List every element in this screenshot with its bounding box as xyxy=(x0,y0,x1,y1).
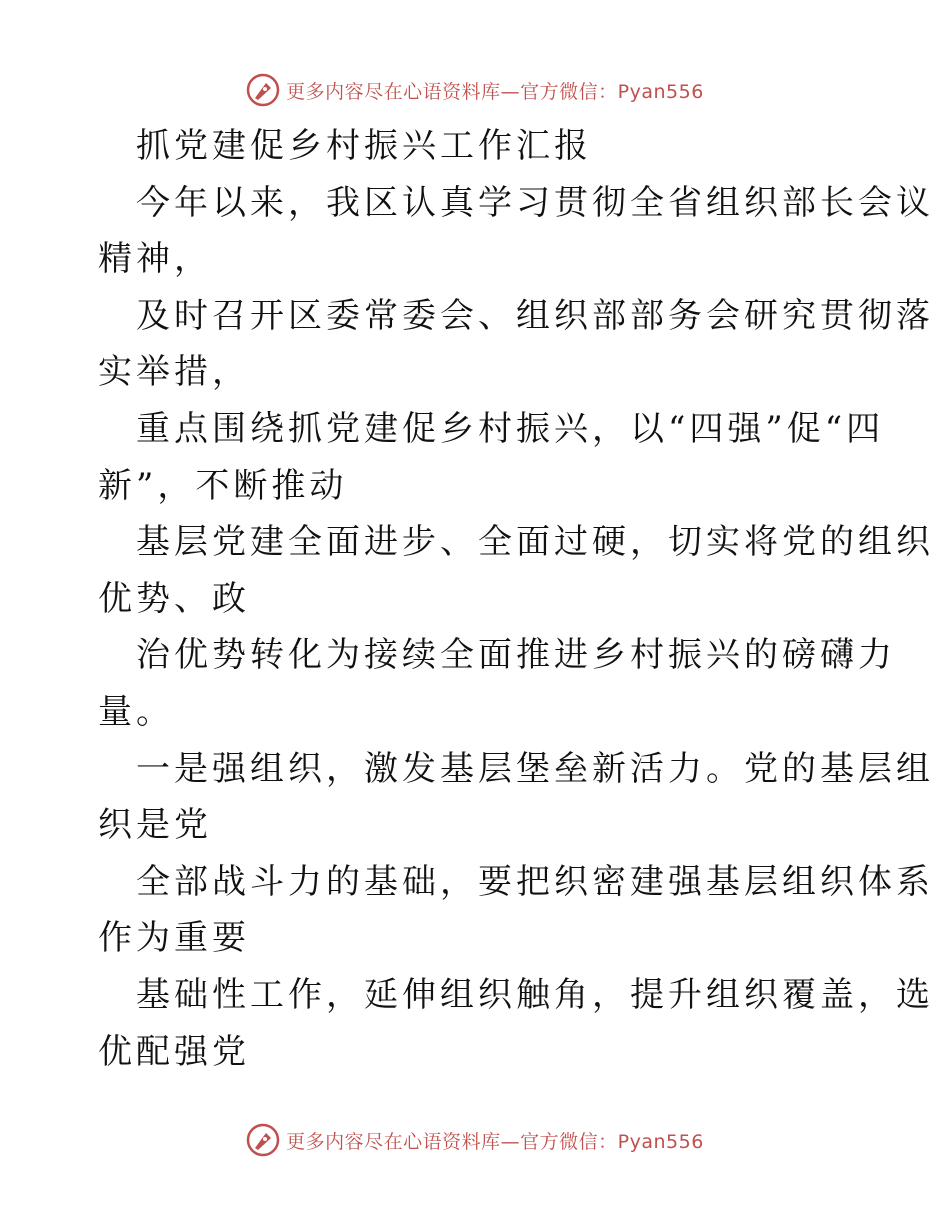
pen-nib-logo-icon xyxy=(246,1123,280,1157)
document-title: 抓党建促乡村振兴工作汇报 xyxy=(136,126,592,166)
document-line: 织是党 xyxy=(98,805,212,846)
header-watermark-text: 更多内容尽在心语资料库—官方微信：Pyan556 xyxy=(286,80,704,103)
document-line: 今年以来，我区认真学习贯彻全省组织部长会议 xyxy=(136,182,934,223)
document-line: 量。 xyxy=(98,691,174,732)
document-line: 优势、政 xyxy=(98,578,250,619)
document-line: 一是强组织，激发基层堡垒新活力。党的基层组 xyxy=(136,748,934,789)
document-line: 基础性工作，延伸组织触角，提升组织覆盖，选 xyxy=(136,974,934,1015)
pen-nib-logo-icon xyxy=(246,73,280,107)
document-line: 重点围绕抓党建促乡村振兴，以“四强”促“四 xyxy=(136,408,885,449)
document-line: 及时召开区委常委会、组织部部务会研究贯彻落 xyxy=(136,295,934,336)
document-line: 优配强党 xyxy=(98,1031,250,1072)
document-line: 作为重要 xyxy=(98,918,250,959)
footer-watermark-banner xyxy=(0,1120,950,1160)
document-line: 新”，不断推动 xyxy=(98,465,348,506)
header-watermark-banner xyxy=(0,70,950,110)
document-line: 精神， xyxy=(98,239,212,280)
document-body xyxy=(98,118,934,1080)
document-line: 基层党建全面进步、全面过硬，切实将党的组织 xyxy=(136,522,934,563)
footer-watermark-text: 更多内容尽在心语资料库—官方微信：Pyan556 xyxy=(286,1130,704,1153)
document-line: 治优势转化为接续全面推进乡村振兴的磅礴力 xyxy=(136,635,896,676)
document-line: 实举措， xyxy=(98,352,250,393)
document-line: 全部战斗力的基础，要把织密建强基层组织体系 xyxy=(136,861,934,902)
